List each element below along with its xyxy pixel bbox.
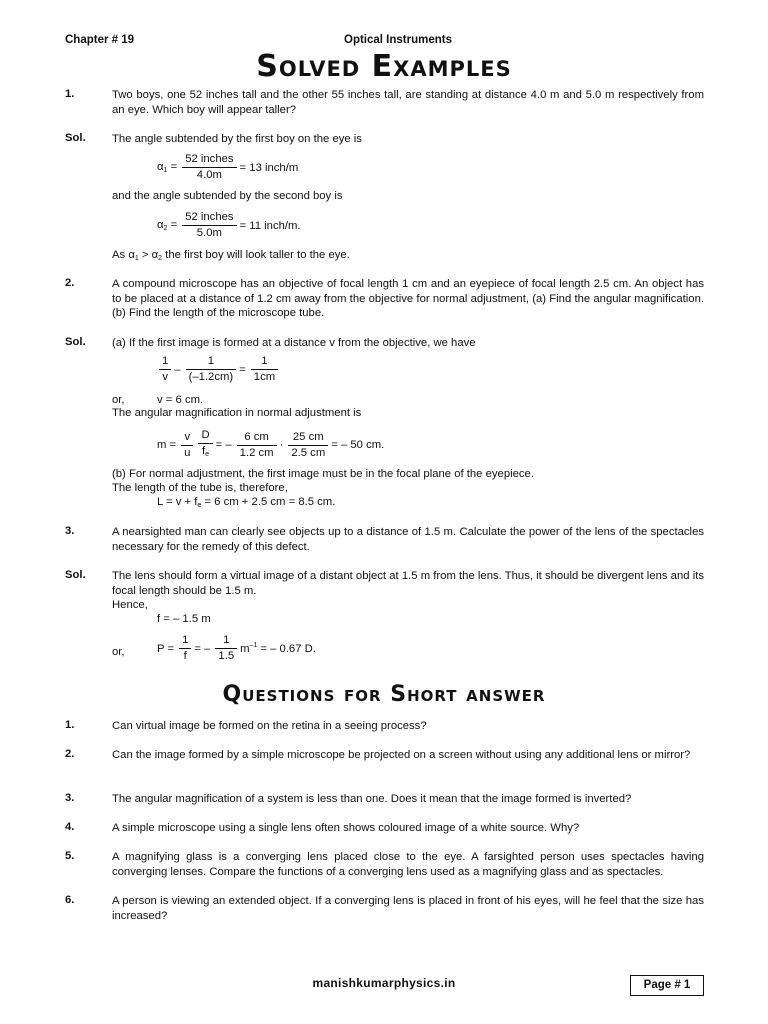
question-number: 4.: [65, 821, 75, 833]
hence-label: Hence,: [112, 599, 148, 611]
equation-alpha1: $\alpha_1$ = $\frac{\text{52 inches}}{4.0m}$ = 13 inch/m: [157, 153, 299, 181]
solution-text: (b) For normal adjustment, the first image must be in the focal plane of the eyepiece.: [112, 468, 534, 480]
v-value: v = 6 cm.: [157, 394, 204, 406]
example-question: Two boys, one 52 inches tall and the other 55 inches tall, are standing at distance 4.0 m and 5.0 m respectively from an eye. Which boy will appear taller?: [112, 89, 704, 116]
solution-text: The lens should form a virtual image of a distant object at 1.5 m from the lens. Thus, it should be divergent lens and its focal length should be 1.5 m.: [112, 570, 704, 597]
focal-length-value: f = – 1.5 m: [157, 613, 211, 625]
equation-alpha2: $\alpha_2$ = $\frac{\text{52 inches}}{5.0m}$ = 11 inch/m.: [157, 211, 301, 239]
short-answer-title: Questions for Short answer: [222, 682, 546, 707]
example-question: A nearsighted man can clearly see objects up to a distance of 1.5 m. Calculate the power of the lens of the spectacles necessary for the remedy of this defect.: [112, 526, 704, 553]
question-text: A person is viewing an extended object. If a converging lens is placed in front of his eyes, will he feel that the size has increased?: [112, 895, 704, 922]
question-text: A magnifying glass is a converging lens placed close to the eye. A farsighted person uses spectacles having converging lenses. Compare the functions of a converging lens used as a magnifying glass and as spectacles.: [112, 851, 704, 878]
solved-examples-title: Solved Examples: [256, 49, 512, 84]
page-number-box: Page # 1: [630, 975, 704, 996]
solution-text: The angular magnification in normal adjustment is: [112, 407, 362, 419]
example-number: 3.: [65, 525, 75, 537]
solution-label: Sol.: [65, 336, 86, 348]
solution-label: Sol.: [65, 569, 86, 581]
solution-text: The angle subtended by the first boy on the eye is: [112, 133, 362, 145]
equation-magnification: m = $\frac{v}{u}$ $\frac{D}{f_e}$ = – $\frac{6 cm}{1.2 cm}$ · $\frac{25 cm}{2.5 cm}$ = – 50 cm.: [157, 428, 387, 462]
equation-power: P = $\frac{1}{f}$ = – $\frac{1}{1.5}$ $m^{-1}$ = – 0.67 D.: [157, 634, 316, 662]
question-text: A simple microscope using a single lens often shows coloured image of a white source. Why?: [112, 822, 580, 834]
solution-text: (a) If the first image is formed at a distance v from the objective, we have: [112, 337, 476, 349]
question-number: 2.: [65, 748, 75, 760]
question-text: The angular magnification of a system is less than one. Does it mean that the image formed is inverted?: [112, 793, 632, 805]
equation-lens-formula: $\frac{1}{v}$ – $\frac{1}{(-1.2cm)}$ = $\frac{1}{1cm}$: [157, 354, 281, 385]
solution-label: Sol.: [65, 132, 86, 144]
subject-label: Optical Instruments: [344, 34, 452, 46]
question-number: 3.: [65, 792, 75, 804]
example-number: 1.: [65, 88, 75, 100]
or-label: or,: [112, 394, 125, 406]
example-number: 2.: [65, 277, 75, 289]
question-text: Can virtual image be formed on the retina in a seeing process?: [112, 720, 427, 732]
solution-text: and the angle subtended by the second boy is: [112, 190, 343, 202]
or-label: or,: [112, 646, 125, 658]
solution-conclusion: As $\alpha_1 > \alpha_2$ the first boy will look taller to the eye.: [112, 249, 350, 262]
question-number: 6.: [65, 894, 75, 906]
tube-length-equation: $L = v + f_e = 6$ cm + 2.5 cm = 8.5 cm.: [157, 496, 336, 509]
solution-text: The length of the tube is, therefore,: [112, 482, 288, 494]
website-footer: manishkumarphysics.in: [312, 976, 456, 990]
question-text: Can the image formed by a simple microscope be projected on a screen without using any additional lens or mirror?: [112, 749, 691, 761]
question-number: 5.: [65, 850, 75, 862]
chapter-label: Chapter # 19: [65, 34, 135, 46]
question-number: 1.: [65, 719, 75, 731]
example-question: A compound microscope has an objective of focal length 1 cm and an eyepiece of focal length 2.5 cm. An object has to be placed at a distance of 1.2 cm away from the objective for normal adjustment, (a) Find the angular magnification. (b) Find the length of the microscope tube.: [112, 278, 704, 319]
